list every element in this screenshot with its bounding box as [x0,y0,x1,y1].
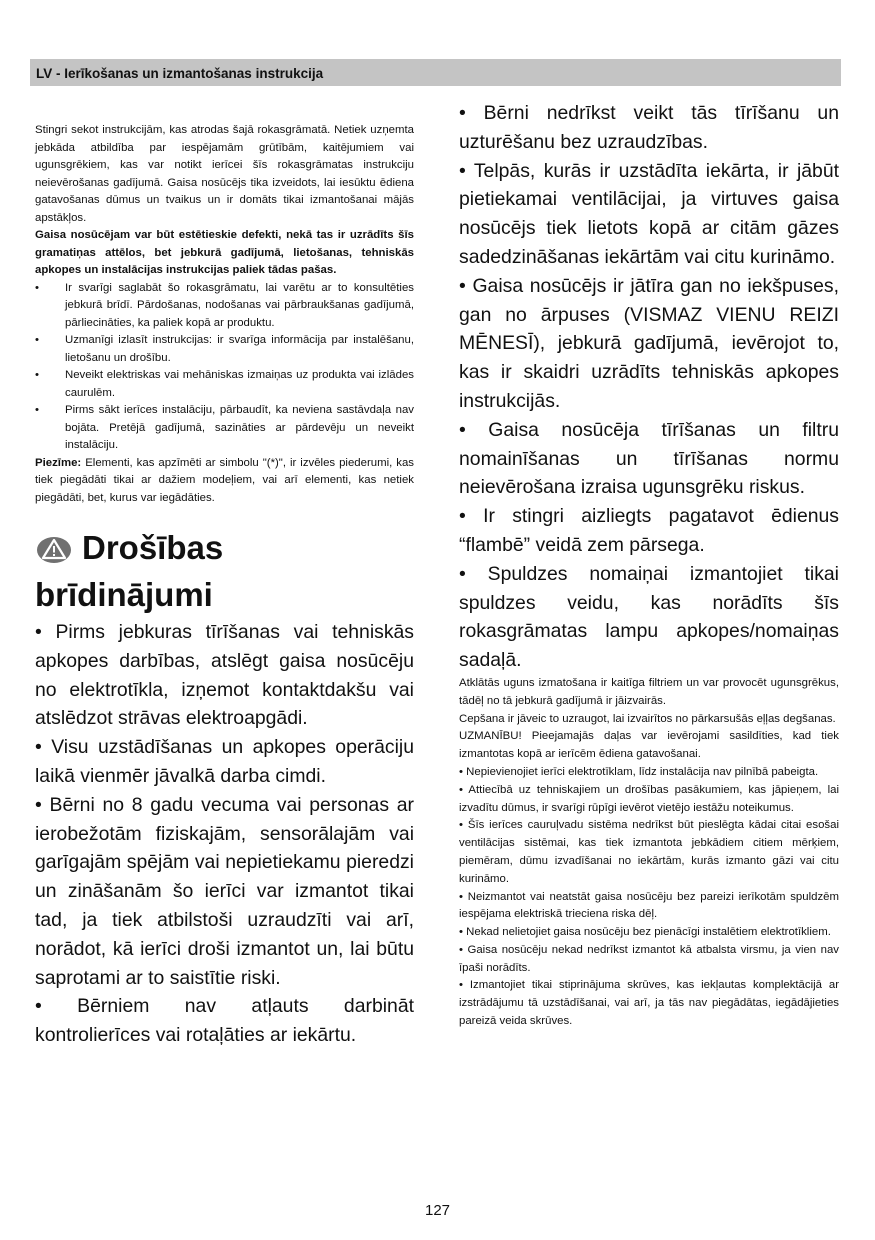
safety-note: • Neizmantot vai neatstāt gaisa nosūcēju bez pareizi ierīkotām spuldzēm iespējama elektriskā trieciena riska dēļ. [459,890,839,921]
list-item-text: Pirms sākt ierīces instalāciju, pārbaudīt, ka neviena sastāvdaļa nav bojāta. Pretējā gadījumā, sazināties ar pārdevēju un neveikt instalāciju. [65,404,414,451]
safety-note: Atklātās uguns izmatošana ir kaitīga filtriem un var provocēt ugunsgrēkus, tādēļ no tā jebkurā gadījumā ir jāizvairās. [459,676,839,707]
list-item-text: Neveikt elektriskas vai mehāniskas izmaiņas uz produkta vai izlādes caurulēm. [65,369,414,399]
note-label: Piezīme: [35,456,82,469]
safety-note: • Attiecībā uz tehniskajiem un drošības pasākumiem, kas jāpieņem, lai izvadītu dūmus, ir svarīgi rūpīgi ievērot vietējo iestāžu noteikumus. [459,783,839,814]
safety-title [35,524,224,618]
safety-note: UZMANĪBU! Pieejamajās daļas var ievērojami sasildīties, kad tiek izmantotas kopā ar ierīcēm ēdiena gatavošanai. [459,730,839,761]
safety-note: • Nekad nelietojiet gaisa nosūcēju bez pienācīgi instalētiem elektrotīkliem. [459,926,831,939]
list-item [35,280,414,333]
safety-paragraph: • Gaisa nosūcējs ir jātīra gan no iekšpuses, gan no ārpuses (VISMAZ VIENU REIZI MĒNESĪ), jebkurā gadījumā, ievērojot to, kas ir skaidri uzrādīts tehniskās apkopes instrukcijās. [459,274,839,412]
note-text: Elementi, kas apzīmēti ar simbolu "(*)", ir izvēles piederumi, kas tiek piegādāti tikai ar dažiem modeļiem, vai arī elementi, kas netiek piegādāti, bet, kurus var iegādāties. [35,456,414,504]
intro-bold-paragraph: Gaisa nosūcējam var būt estētieskie defekti, nekā tas ir uzrādīts šīs gramatiņas attēlos, bet jebkurā gadījumā, lietošanas, tehniskās apkopes un instalācijas instrukcijas paliek tādas pašas. [35,229,414,276]
left-column [35,122,414,1050]
safety-paragraph: • Pirms jebkuras tīrīšanas vai tehniskās apkopes darbības, atslēgt gaisa nosūcēju no elektrotīkla, izņemot kontaktdakšu vai atslēdzot strāvas elektroapgādi. [35,621,414,730]
safety-note: • Izmantojiet tikai stiprinājuma skrūves, kas iekļautas komplektācijā ar izstrādājumu tā uzstādīšanai, vai arī, ja tās nav piegādātas, iegādājieties pareizā veida skrūves. [459,979,839,1028]
warning-icon [36,536,72,564]
safety-paragraph: • Telpās, kurās ir uzstādīta iekārta, ir jābūt pietiekamai ventilācijai, ja virtuves gaisa nosūcējs tiek lietots kopā ar citām gāzes sadedzināšanas iekārtām vai citu kurināmo. [459,159,839,268]
list-item-text: Uzmanīgi izlasīt instrukcijas: ir svarīga informācija par instalēšanu, lietošanu un drošību. [65,334,414,364]
intro-bullet-list [35,280,414,455]
safety-paragraph: • Bērniem nav atļauts darbināt kontrolierīces vai rotaļāties ar iekārtu. [35,995,414,1047]
list-item [35,332,414,367]
safety-paragraph: • Bērni no 8 gadu vecuma vai personas ar ierobežotām fiziskajām, sensorālajām vai garīgajām spējām vai nepietiekamu pieredzi un zināšanām šo ierīci var izmantot tikai tad, ja tiek atbilstoši uzraudzīti vai arī, norādot, kā ierīci droši izmantot un, lai būtu saprotami ar to saistītie riski. [35,793,414,989]
safety-paragraph: • Visu uzstādīšanas un apkopes operāciju laikā vienmēr jāvalkā darba cimdi. [35,736,414,787]
note-paragraph [35,455,414,508]
safety-heading [35,524,414,618]
bullet-symbol: • [35,281,39,294]
header-title: LV - Ierīkošanas un izmantošanas instrukcija [36,66,324,81]
list-item [35,367,414,402]
safety-paragraph: • Gaisa nosūcēja tīrīšanas un filtru nomainīšanas un tīrīšanas normu neievērošana izraisa ugunsgrēku riskus. [459,418,839,499]
intro-paragraph: Stingri sekot instrukcijām, kas atrodas šajā rokasgrāmatā. Netiek uzņemta jebkāda atbildība par iespējamām grūtībām, kaitējumiem vai ugunsgrēkiem, kas var notikt ierīcei šīs rokasgrāmatas instrukciju neievērošanas gadījumā. Gaisa nosūcējs tika izveidots, lai iesūktu ēdiena gatavošanas dūmus un tvaikus un ir domāts tikai izmantošanai mājās apstākļos. [35,124,414,224]
safety-title-line-1: Drošības [82,529,224,566]
page-number: 127 [424,1202,451,1219]
header-bar [30,59,841,86]
safety-paragraph: • Bērni nedrīkst veikt tās tīrīšanu un uzturēšanu bez uzraudzības. [459,102,839,153]
safety-paragraph: • Spuldzes nomaiņai izmantojiet tikai spuldzes veidu, kas norādīts šīs rokasgrāmatas lampu apkopes/nomaiņas sadaļā. [459,562,839,672]
list-item-text: Ir svarīgi saglabāt šo rokasgrāmatu, lai varētu ar to konsultēties jebkurā brīdī. Pārdošanas, nodošanas vai pārbraukšanas gadījumā, pārliecināties, ka paliek kopā ar produktu. [65,281,414,329]
safety-title-line-2: brīdinājumi [35,576,213,613]
bullet-symbol: • [35,334,39,346]
bullet-symbol: • [35,369,39,381]
bullet-symbol: • [35,404,39,416]
right-column [459,99,839,1031]
safety-note: • Šīs ierīces cauruļvadu sistēma nedrīkst būt pieslēgta kādai citai esošai ventilācijas sistēmai, kas tiek izmantota jebkādiem citiem mērķiem, piemēram, dūmu izvadīšanai no iekārtām, kurās izmanto gāzi vai citu kurināmo. [459,819,839,885]
safety-note: Cepšana ir jāveic to uzraugot, lai izvairītos no pārkarsušās eļļas degšanas. [459,712,836,725]
safety-note: • Gaisa nosūcēju nekad nedrīkst izmantot kā atbalsta virsmu, ja vien nav īpaši norādīts. [459,943,839,974]
safety-note: • Nepievienojiet ierīci elektrotīklam, līdz instalācija nav pilnībā pabeigta. [459,765,819,778]
list-item [35,402,414,455]
safety-paragraph: • Ir stingri aizliegts pagatavot ēdienus “flambē” veidā zem pārsega. [459,505,839,556]
